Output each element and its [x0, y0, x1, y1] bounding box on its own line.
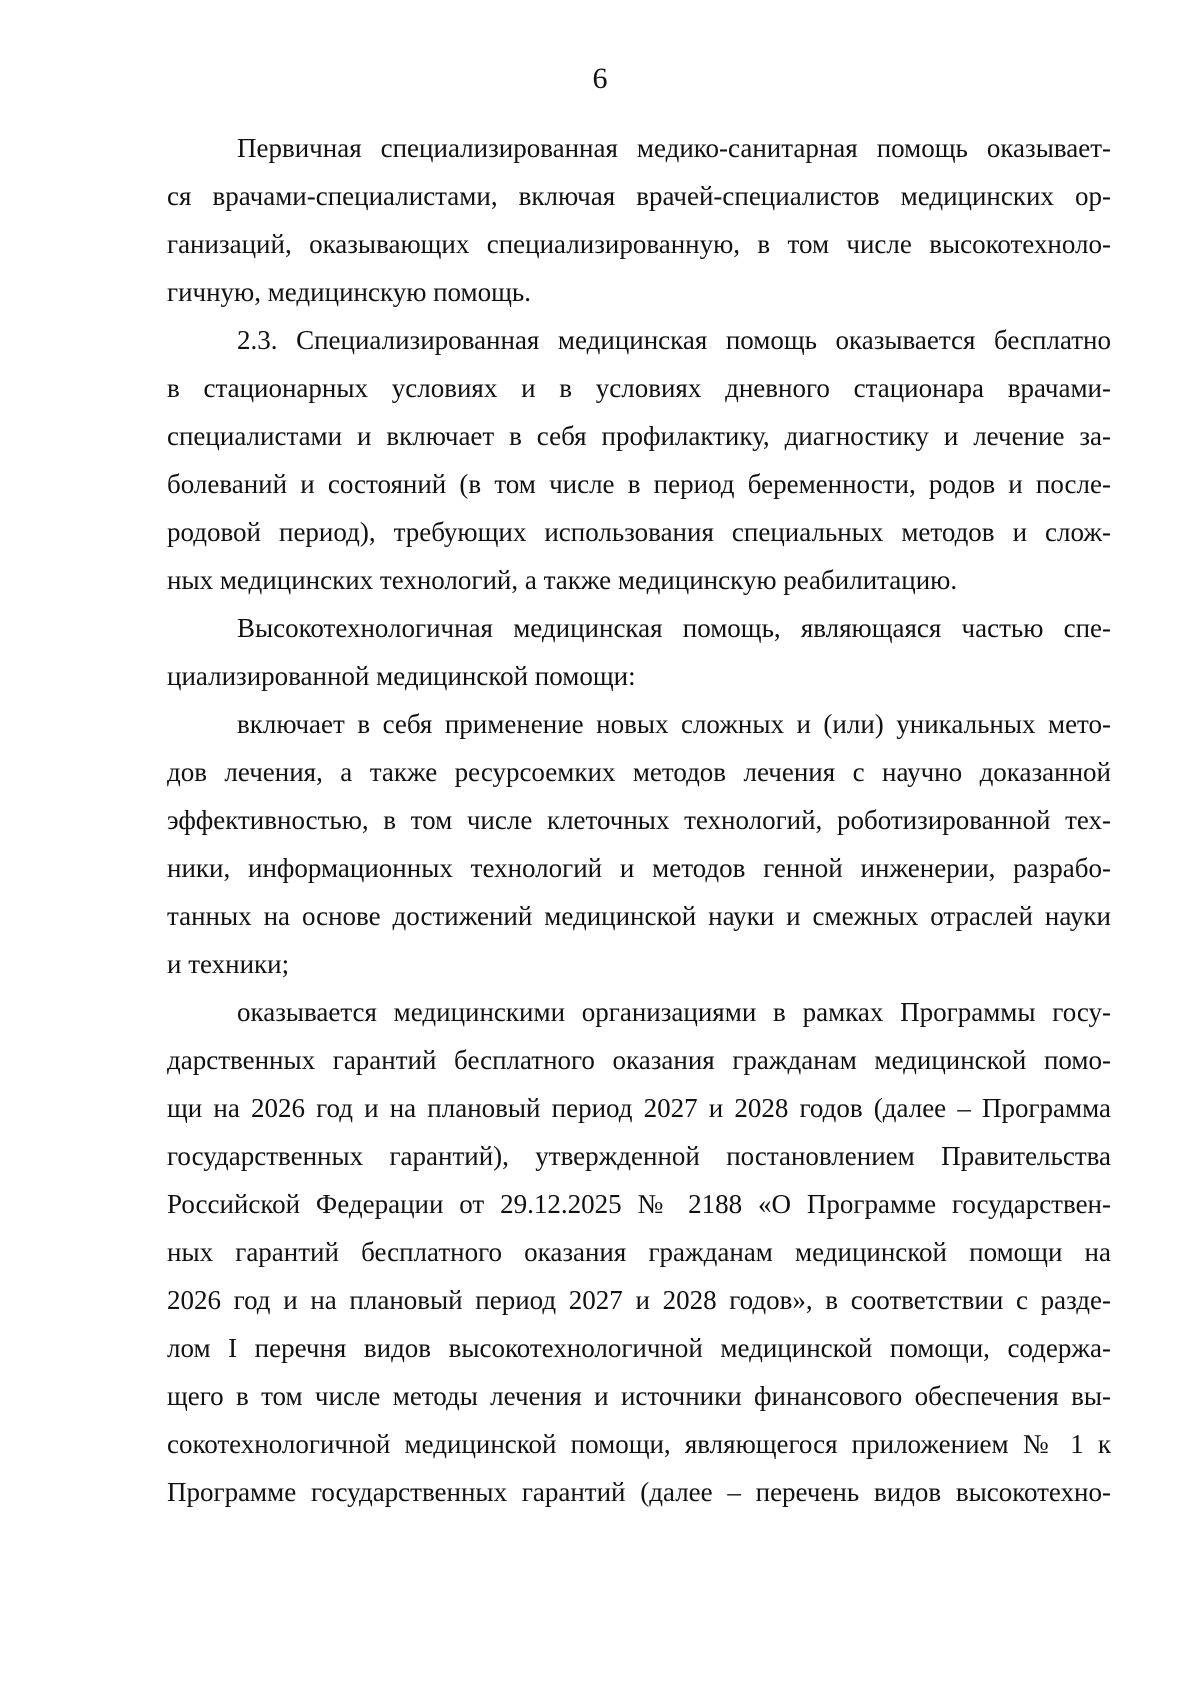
text-line: сокотехнологичной медицинской помощи, являющегося приложением № 1 к: [167, 1429, 1111, 1459]
text-line: ных гарантий бесплатного оказания гражданам медицинской помощи на: [167, 1237, 1111, 1267]
text-line: дов лечения, а также ресурсоемких методов лечения с научно доказанной: [167, 757, 1111, 787]
text-line: в стационарных условиях и в условиях дневного стационара врачами-: [167, 373, 1111, 403]
text-line: щего в том числе методы лечения и источники финансового обеспечения вы-: [167, 1381, 1111, 1411]
text-line: специалистами и включает в себя профилактику, диагностику и лечение за-: [167, 421, 1111, 451]
text-line: включает в себя применение новых сложных и (или) уникальных мето-: [237, 709, 1111, 739]
document-body: [167, 124, 1111, 1516]
text-line: танных на основе достижений медицинской науки и смежных отраслей науки: [167, 901, 1111, 931]
text-line: ся врачами-специалистами, включая врачей-специалистов медицинских ор-: [167, 181, 1111, 211]
text-line: 2.3. Специализированная медицинская помощь оказывается бесплатно: [237, 325, 1111, 355]
page-number: 6: [592, 62, 608, 95]
text-line: ных медицинских технологий, а также медицинскую реабилитацию.: [167, 565, 958, 595]
text-line: болеваний и состояний (в том числе в период беременности, родов и после-: [167, 469, 1111, 499]
text-line: щи на 2026 год и на плановый период 2027 и 2028 годов (далее – Программа: [167, 1093, 1111, 1123]
text-line: Первичная специализированная медико-санитарная помощь оказывает-: [237, 133, 1111, 163]
text-line: 2026 год и на плановый период 2027 и 2028 годов», в соответствии с разде-: [167, 1285, 1111, 1315]
text-line: Высокотехнологичная медицинская помощь, являющаяся частью спе-: [237, 613, 1111, 643]
text-line: гичную, медицинскую помощь.: [167, 277, 531, 307]
text-line: эффективностью, в том числе клеточных технологий, роботизированной тех-: [167, 805, 1111, 835]
text-line: ганизаций, оказывающих специализированную, в том числе высокотехноло-: [167, 229, 1111, 259]
text-line: родовой период), требующих использования специальных методов и слож-: [167, 517, 1111, 547]
text-line: оказывается медицинскими организациями в рамках Программы госу-: [237, 997, 1111, 1027]
text-line: государственных гарантий), утвержденной постановлением Правительства: [167, 1141, 1111, 1171]
text-line: Российской Федерации от 29.12.2025 № 2188 «О Программе государствен-: [167, 1189, 1111, 1219]
text-line: циализированной медицинской помощи:: [167, 661, 636, 691]
text-line: ники, информационных технологий и методов генной инженерии, разрабо-: [167, 853, 1111, 883]
text-line: дарственных гарантий бесплатного оказания гражданам медицинской помо-: [167, 1045, 1111, 1075]
text-line: лом I перечня видов высокотехнологичной медицинской помощи, содержа-: [167, 1333, 1111, 1363]
text-line: и техники;: [167, 949, 290, 979]
text-line: Программе государственных гарантий (далее – перечень видов высокотехно-: [167, 1477, 1111, 1507]
